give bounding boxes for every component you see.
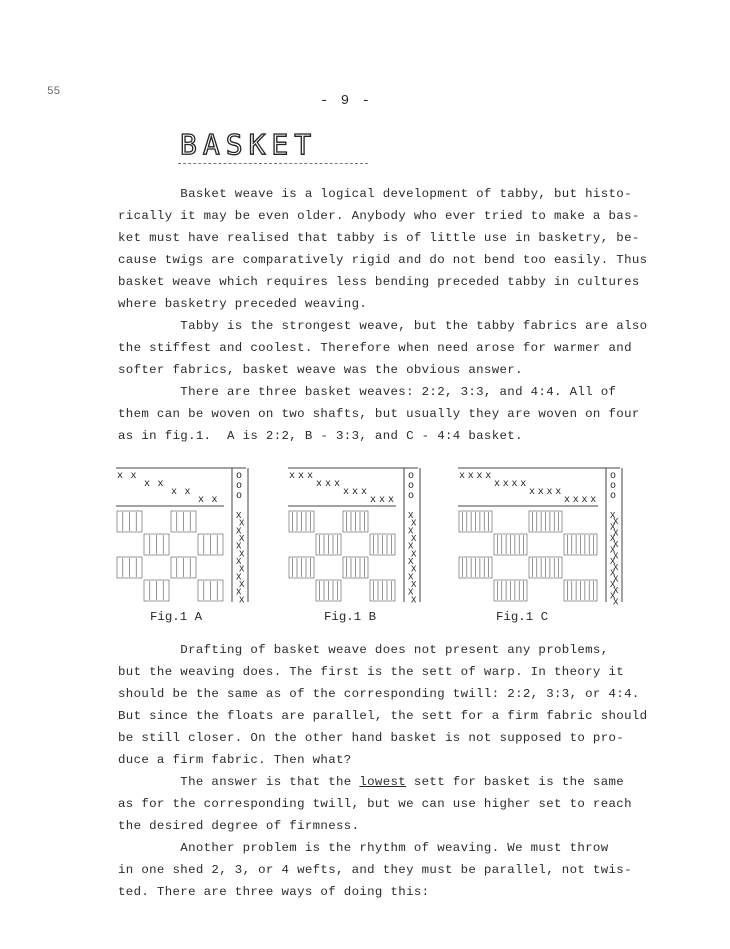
threading-mark: x (388, 495, 395, 506)
treadling-mark: X (236, 557, 242, 567)
treadling-mark: X (610, 591, 616, 602)
figure-c-caption: Fig.1 C (496, 610, 549, 624)
figure-b (288, 466, 423, 606)
threading-mark: x (459, 471, 466, 482)
text-line: in one shed 2, 3, or 4 wefts, and they must be parallel, not twis- (118, 863, 632, 877)
text-line: Drafting of basket weave does not present any problems, (118, 643, 609, 657)
treadling-mark: X (411, 595, 417, 606)
threading-mark: x (494, 479, 501, 490)
threading-mark: x (171, 487, 178, 498)
text-line: ted. There are three ways of doing this: (118, 885, 430, 899)
treadling-mark: X (411, 564, 417, 575)
tieup-circle: o (236, 491, 243, 502)
threading-mark: x (502, 479, 509, 490)
threading-mark: x (184, 487, 191, 498)
treadling-mark: X (239, 534, 245, 544)
treadling-mark: X (610, 545, 616, 556)
text-line: There are three basket weaves: 2:2, 3:3, and 4:4. All of (118, 385, 617, 399)
treadling-mark: X (239, 580, 245, 590)
threading-mark: x (564, 495, 571, 506)
underlined-word: lowest (359, 775, 407, 789)
treadling-mark: X (610, 557, 616, 567)
treadling-mark: X (610, 580, 616, 590)
text-line: as in fig.1. A is 2:2, B - 3:3, and C - 4:4 basket. (118, 429, 523, 443)
treadling-mark: X (236, 526, 242, 537)
treadling-mark: X (408, 557, 414, 567)
tieup-circle: o (610, 471, 617, 482)
threading-mark: x (581, 495, 588, 506)
tieup-circle: o (408, 491, 415, 502)
threading-mark: x (572, 495, 579, 506)
threading-mark: x (511, 479, 518, 490)
threading-mark: x (546, 487, 553, 498)
threading-mark: x (590, 495, 597, 506)
treadling-mark: X (411, 580, 417, 590)
page-title: BASKET (180, 128, 318, 161)
threading-mark: x (520, 479, 527, 490)
treadling-mark: X (239, 549, 245, 560)
treadling-mark: X (613, 551, 619, 562)
threading-mark: x (130, 471, 137, 482)
threading-mark: x (157, 479, 164, 490)
threading-mark: x (211, 495, 218, 506)
tieup-circle: o (408, 471, 415, 482)
figure-a-caption: Fig.1 A (150, 610, 203, 624)
threading-mark: x (298, 471, 305, 482)
threading-mark: x (307, 471, 314, 482)
threading-mark: x (379, 495, 386, 506)
text-line: basket weave which requires less bending preceded tabby in cultures (118, 275, 640, 289)
text-line: duce a firm fabric. Then what? (118, 753, 352, 767)
text-line: The answer is that the lowest sett for basket is the same (118, 775, 625, 789)
treadling-mark: X (236, 572, 242, 583)
treadling-mark: X (236, 511, 242, 521)
treadling-mark: X (610, 511, 616, 521)
threading-mark: x (198, 495, 205, 506)
threading-mark: x (555, 487, 562, 498)
text-line: as for the corresponding twill, but we can use higher set to reach (118, 797, 632, 811)
threading-mark: x (361, 487, 368, 498)
text-line: rically it may be even older. Anybody who ever tried to make a bas- (118, 209, 640, 223)
threading-mark: x (529, 487, 536, 498)
threading-mark: x (289, 471, 296, 482)
text-line: Tabby is the strongest weave, but the tabby fabrics are also (118, 319, 648, 333)
text-line: them can be woven on two shafts, but usually they are woven on four (118, 407, 640, 421)
threading-mark: x (325, 479, 332, 490)
threading-mark: x (352, 487, 359, 498)
treadling-mark: X (411, 549, 417, 560)
text-line: should be the same as of the corresponding twill: 2:2, 3:3, or 4:4. (118, 687, 640, 701)
threading-mark: x (467, 471, 474, 482)
text-line: Another problem is the rhythm of weaving. We must throw (118, 841, 609, 855)
text-line: where basketry preceded weaving. (118, 297, 368, 311)
treadling-mark: X (411, 518, 417, 529)
treadling-mark: X (613, 516, 619, 527)
text-line: softer fabrics, basket weave was the obvious answer. (118, 363, 523, 377)
treadling-mark: X (408, 587, 414, 598)
margin-note: 55 (47, 86, 61, 98)
treadling-mark: X (239, 595, 245, 606)
treadling-mark: X (239, 564, 245, 575)
treadling-mark: X (613, 574, 619, 585)
tieup-circle: o (610, 481, 617, 492)
threading-mark: x (117, 471, 124, 482)
text-line: Basket weave is a logical development of tabby, but histo- (118, 187, 632, 201)
tieup-circle: o (236, 471, 243, 482)
threading-mark: x (144, 479, 151, 490)
threading-mark: x (476, 471, 483, 482)
treadling-mark: X (411, 534, 417, 544)
text-line: the desired degree of firmness. (118, 819, 360, 833)
title-underline (178, 163, 368, 164)
text-line: be still closer. On the other hand basket is not supposed to pro- (118, 731, 625, 745)
treadling-mark: X (613, 539, 619, 550)
tieup-circle: o (408, 481, 415, 492)
threading-mark: x (370, 495, 377, 506)
treadling-mark: X (236, 541, 242, 552)
tieup-circle: o (236, 481, 243, 492)
page-number: - 9 - (320, 93, 373, 109)
figure-c (458, 466, 628, 606)
treadling-mark: X (613, 585, 619, 596)
figure-b-caption: Fig.1 B (324, 610, 377, 624)
threading-mark: x (316, 479, 323, 490)
treadling-mark: X (408, 526, 414, 537)
treadling-mark: X (239, 518, 245, 529)
treadling-mark: X (610, 568, 616, 579)
threading-mark: x (485, 471, 492, 482)
threading-mark: x (537, 487, 544, 498)
treadling-mark: X (613, 597, 619, 606)
treadling-mark: X (408, 572, 414, 583)
text-line: ket must have realised that tabby is of little use in basketry, be- (118, 231, 640, 245)
treadling-mark: X (236, 587, 242, 598)
text-line: but the weaving does. The first is the sett of warp. In theory it (118, 665, 625, 679)
tieup-circle: o (610, 491, 617, 502)
treadling-mark: X (610, 522, 616, 533)
threading-mark: x (343, 487, 350, 498)
text-line: the stiffest and coolest. Therefore when need arose for warmer and (118, 341, 632, 355)
treadling-mark: X (613, 528, 619, 539)
treadling-mark: X (408, 511, 414, 521)
threading-mark: x (334, 479, 341, 490)
treadling-mark: X (613, 562, 619, 573)
text-line: cause twigs are comparatively rigid and do not bend too easily. Thus (118, 253, 648, 267)
treadling-mark: X (610, 534, 616, 544)
text-line: But since the floats are parallel, the sett for a firm fabric should (118, 709, 648, 723)
figure-a (116, 466, 251, 606)
treadling-mark: X (408, 541, 414, 552)
